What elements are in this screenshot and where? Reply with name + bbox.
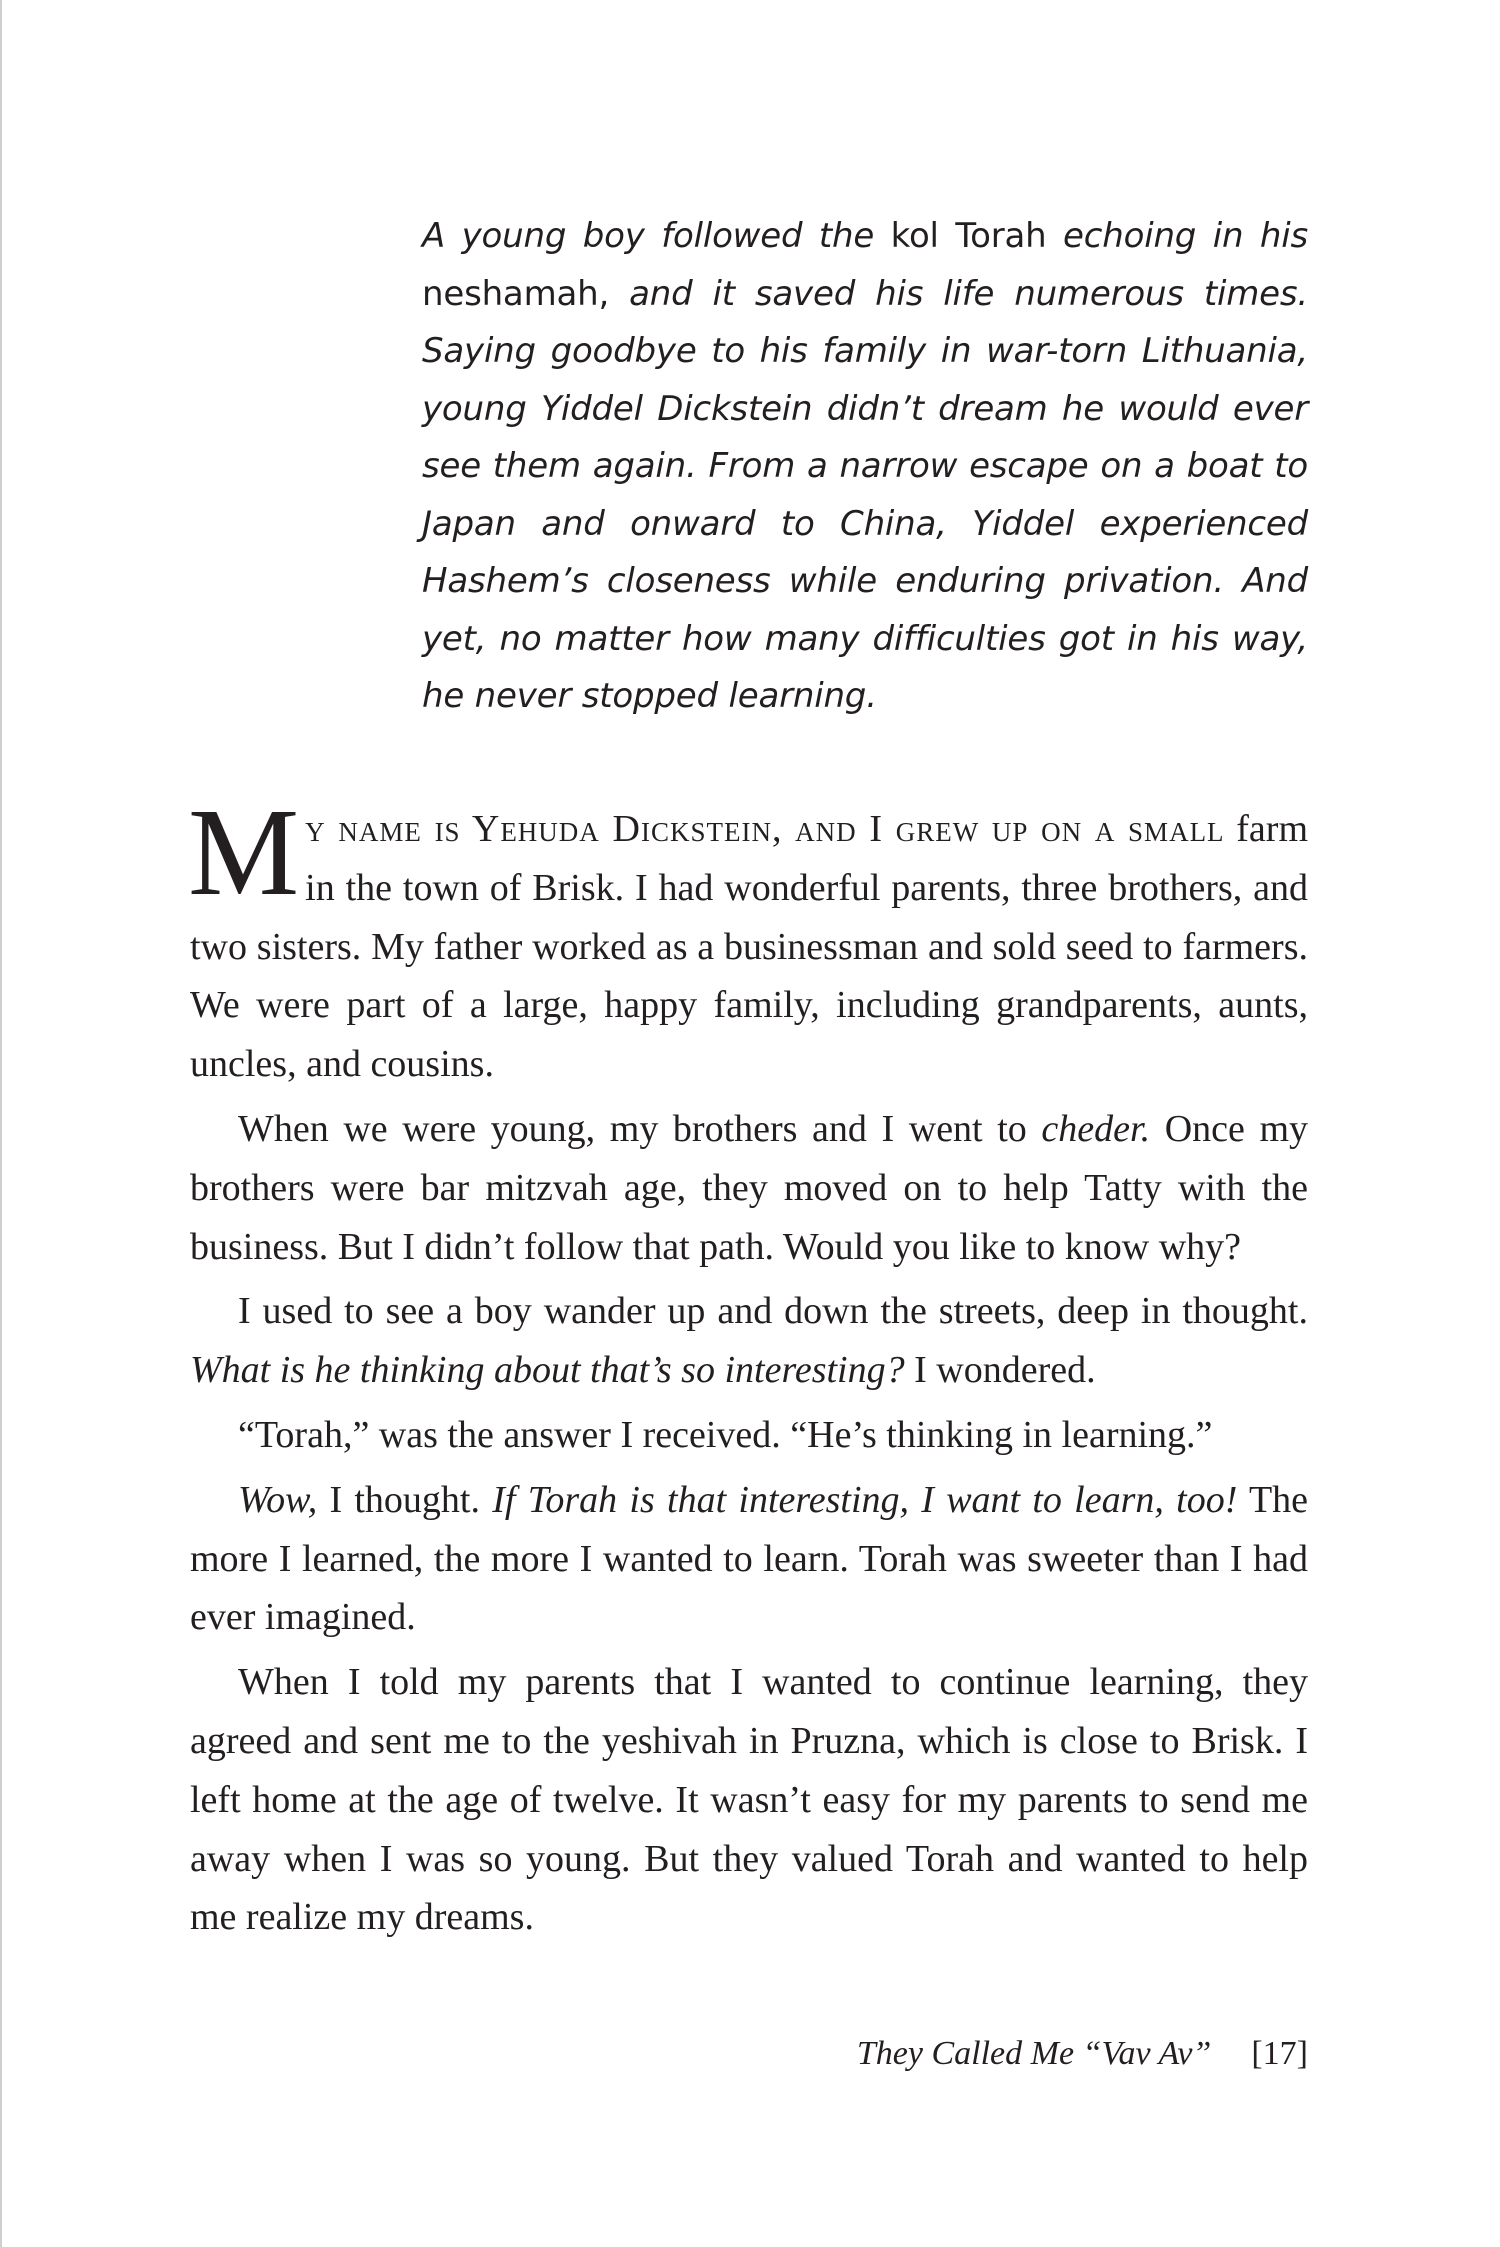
paragraph-text: I used to see a boy wander up and down the streets, deep in thought.: [238, 1290, 1308, 1333]
intro-text: echoing in his: [1063, 216, 1308, 256]
paragraph: [190, 1100, 1308, 1276]
drop-cap: M: [188, 784, 300, 922]
paragraph-text: When we were young, my brothers and I went to: [238, 1107, 1027, 1150]
paragraph-text: I wondered.: [914, 1349, 1096, 1392]
paragraph-text: When I told my parents that I wanted to continue learning, they agreed and sent me to the yeshivah in Pruzna, which is close to Brisk. I left home at the age of twelve. It wasn’t easy for my parents to send me away when I was so young. But they valued Torah and wanted to help me realize my dreams.: [190, 1661, 1308, 1939]
italic-thought: What is he thinking about that’s so interesting?: [190, 1349, 905, 1392]
paragraph: [188, 784, 1309, 1094]
paragraph-text: Once my brothers were bar mitzvah age, they moved on to help Tatty with the business. But I didn’t follow that path. Would you like to know why?: [190, 1107, 1309, 1268]
italic-thought: If Torah is that interesting, I want to learn, too!: [492, 1478, 1238, 1521]
paragraph: [190, 1653, 1308, 1947]
paragraph-text: farm in the town of Brisk. I had wonderful parents, three brothers, and two sisters. My father worked as a businessman and sold seed to farmers. We were part of a large, happy family, including grandparents, aunts, uncles, and cousins.: [190, 808, 1309, 1086]
running-title: They Called Me “Vav Av”: [856, 2035, 1212, 2072]
paragraph: [190, 1471, 1308, 1647]
paragraph: [190, 1282, 1308, 1400]
chapter-intro: [422, 208, 1308, 726]
italic-thought: Wow,: [238, 1478, 318, 1521]
intro-text: A young boy followed the: [422, 216, 875, 256]
page-footer: [857, 2035, 1308, 2073]
paragraph-text: The more I learned, the more I wanted to learn. Torah was sweeter than I had ever imagined.: [190, 1478, 1309, 1639]
intro-term-kol-torah: kol Torah: [890, 216, 1047, 256]
page-edge: [0, 0, 2, 2247]
page-number: [17]: [1251, 2035, 1308, 2072]
opening-small-caps: y name is Yehuda Dickstein, and I grew up on a small: [305, 808, 1225, 850]
italic-term: cheder.: [1041, 1107, 1151, 1150]
paragraph: [190, 1406, 1308, 1465]
paragraph-text: I thought.: [329, 1478, 480, 1521]
chapter-body: [188, 784, 1309, 1947]
intro-term-neshamah: neshamah,: [422, 273, 610, 314]
paragraph-text: “Torah,” was the answer I received. “He’s thinking in learning.”: [238, 1413, 1213, 1456]
intro-text: and it saved his life numerous times. Saying goodbye to his family in war-torn Lithuania, young Yiddel Dickstein didn’t dream he would ever see them again. From a narrow escape on a boat to Japan and onward to China, Yiddel experienced Hashem’s closeness while enduring privation. And yet, no matter how many difficulties got in his way, he never stopped learning.: [422, 273, 1308, 716]
